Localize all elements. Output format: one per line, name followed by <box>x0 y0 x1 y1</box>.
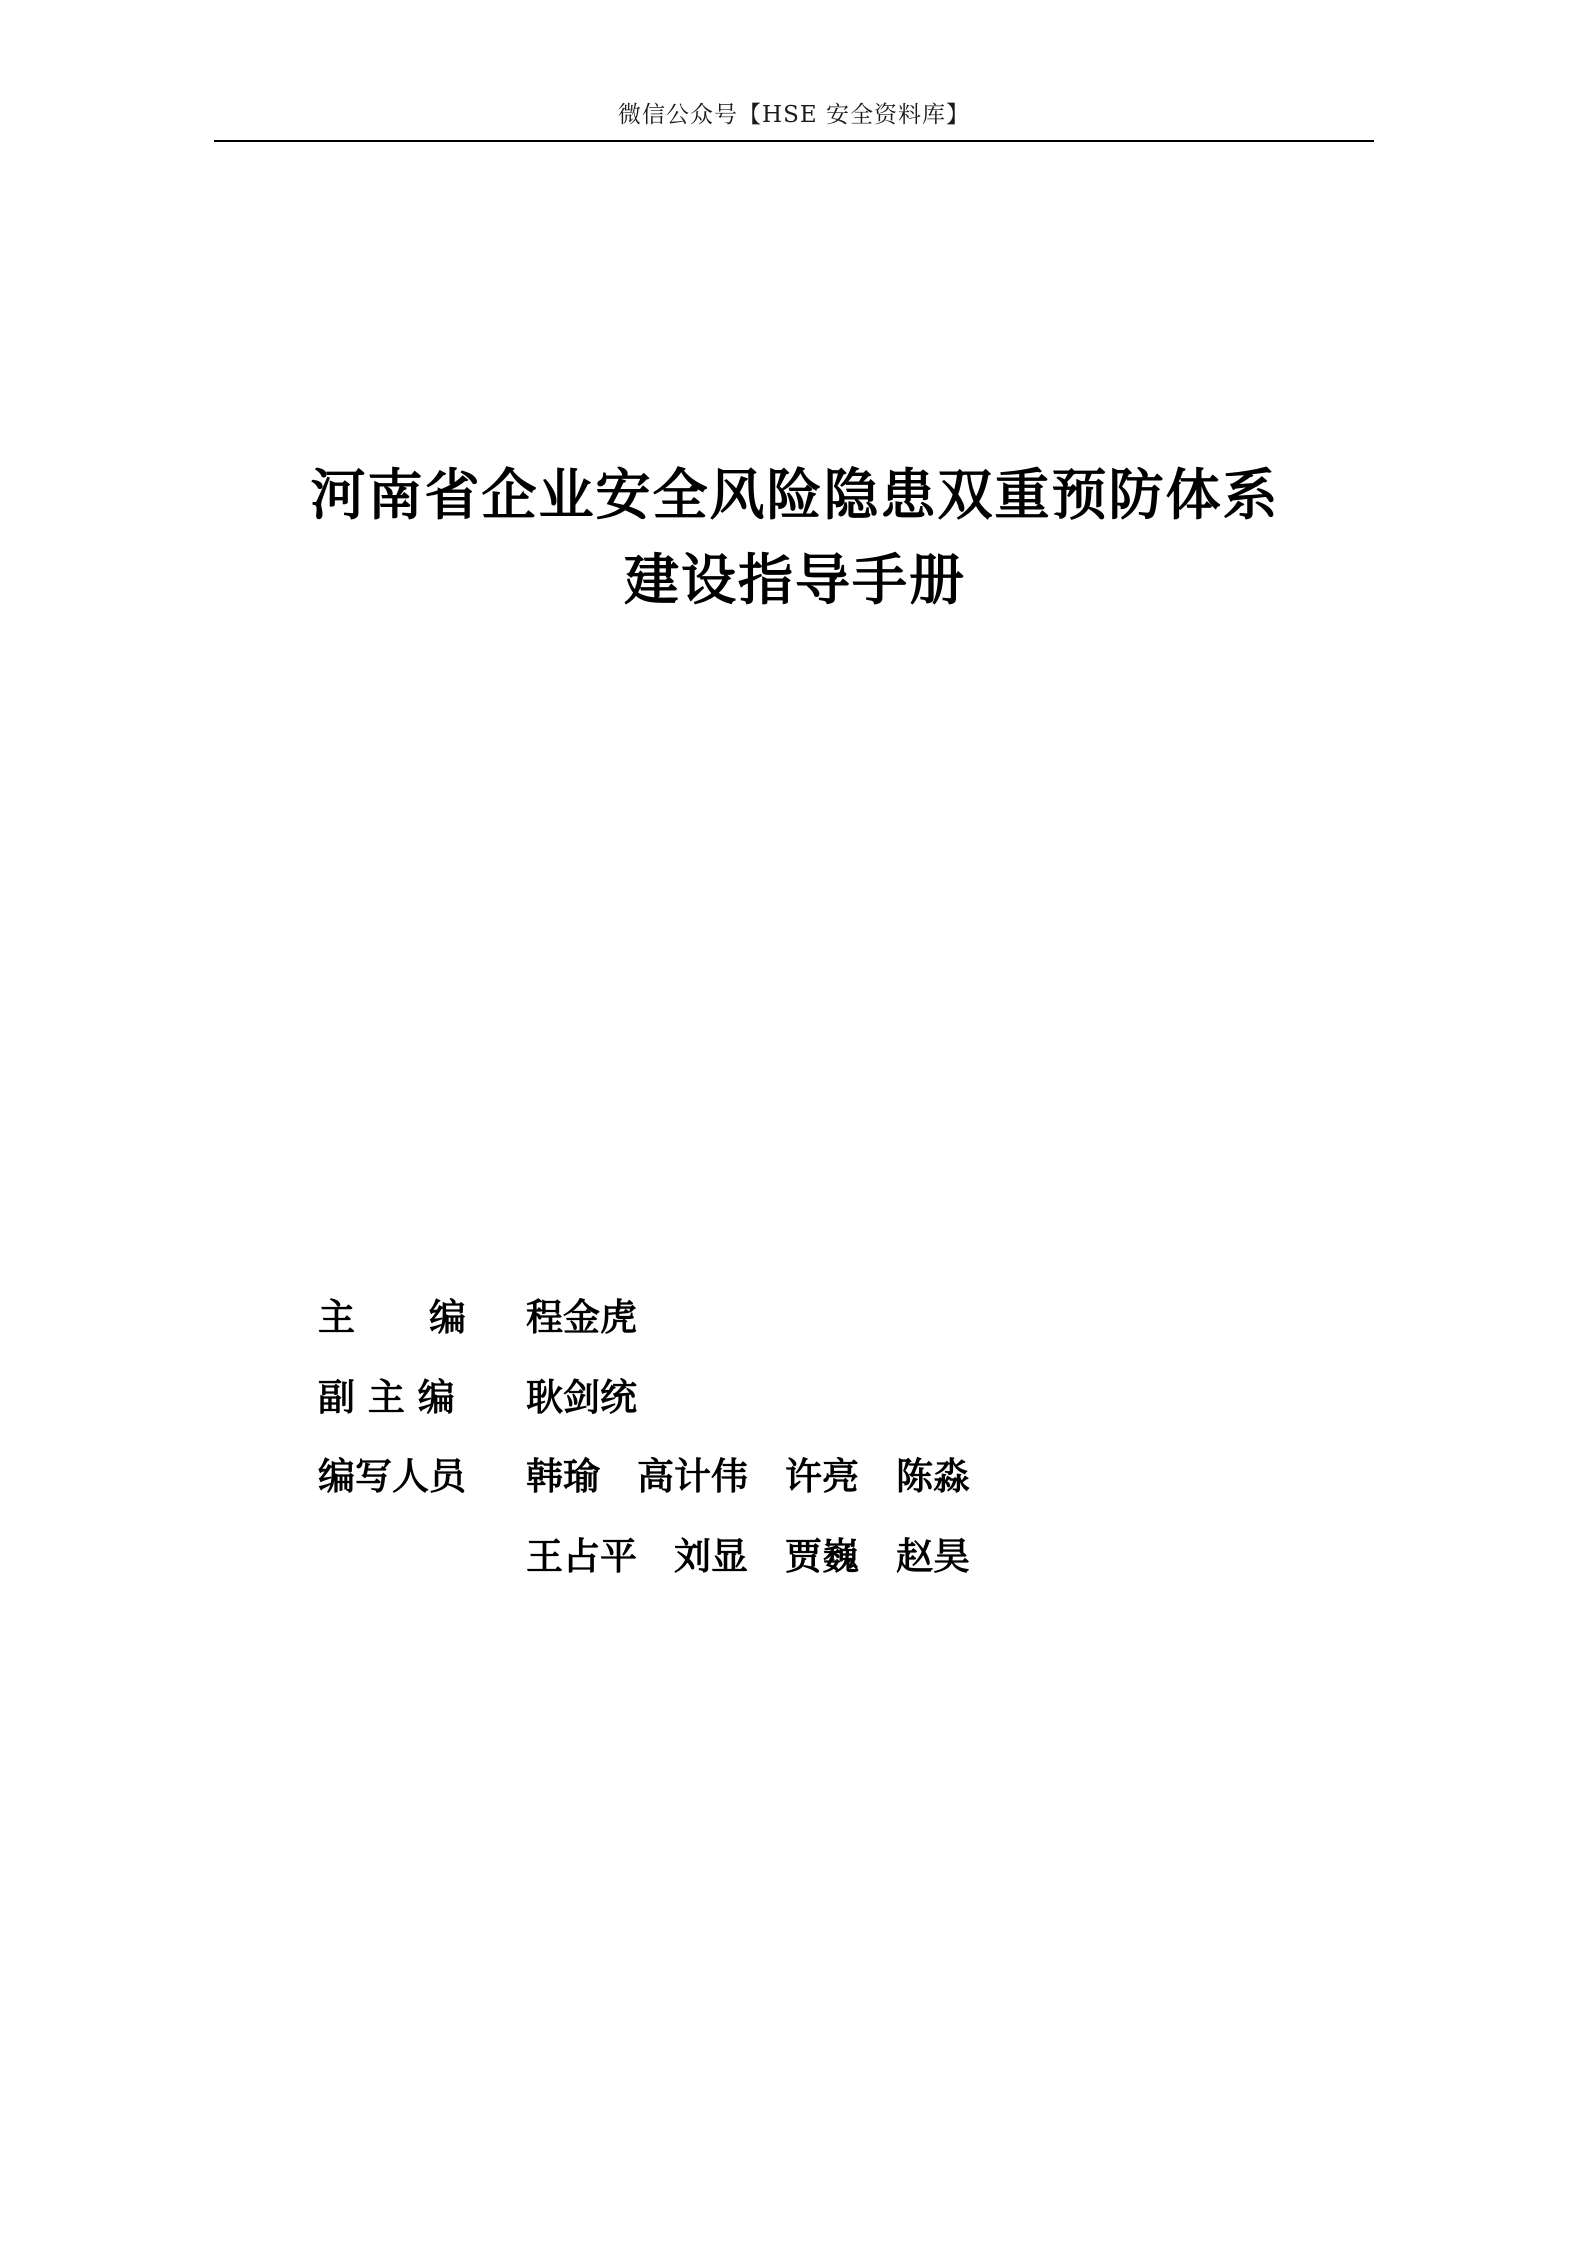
credit-row <box>318 1449 1268 1505</box>
header-divider <box>214 140 1374 142</box>
credit-names: 耿剑统 <box>526 1374 637 1419</box>
credit-names: 王占平 刘显 贾巍 赵昊 <box>526 1533 970 1578</box>
title-line-2: 建设指导手册 <box>623 547 966 613</box>
credit-row <box>318 1290 1268 1346</box>
page-header-text: 微信公众号【HSE 安全资料库】 <box>618 102 970 128</box>
credit-row <box>318 1370 1268 1426</box>
document-title <box>150 452 1440 623</box>
credit-names: 程金虎 <box>526 1295 637 1339</box>
credit-label: 主 编 <box>318 1295 466 1339</box>
credit-names: 韩瑜 高计伟 许亮 陈淼 <box>526 1454 970 1498</box>
credits-block <box>318 1290 1268 1608</box>
credit-row <box>318 1529 1268 1585</box>
title-line-1: 河南省企业安全风险隐患双重预防体系 <box>310 462 1280 527</box>
credit-label: 编写人员 <box>318 1454 466 1498</box>
credit-label: 副 主 编 <box>318 1374 455 1419</box>
